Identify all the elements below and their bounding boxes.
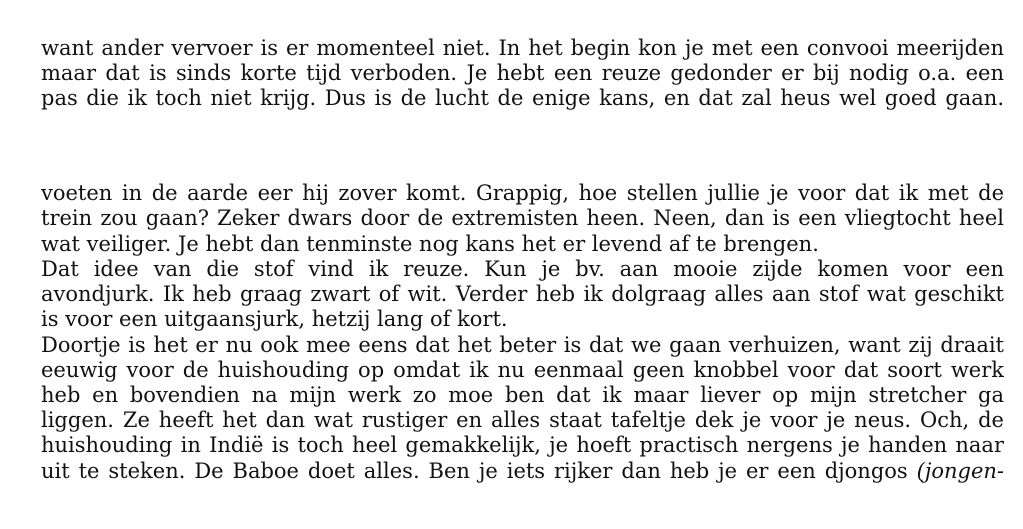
text-line: want ander vervoer is er momenteel niet. In het begin kon je met een convooi meerijden: [41, 36, 1004, 60]
text-line: [41, 458, 1004, 484]
text-line: voeten in de aarde eer hij zover komt. Grappig, hoe stellen jullie je voor dat ik met de: [41, 181, 1004, 205]
text-line: eeuwig voor de huishouding op omdat ik nu eenmaal geen knobbel voor dat soort werk: [41, 358, 1004, 382]
text-line: avondjurk. Ik heb graag zwart of wit. Verder heb ik dolgraag alles aan stof wat geschikt: [41, 282, 1004, 306]
text-line-paragraph-end: is voor een uitgaansjurk, hetzij lang of kort.: [41, 307, 508, 331]
text-line: heb en bovendien na mijn werk zo moe ben dat ik maar liever op mijn stretcher ga: [41, 383, 1004, 407]
text-segment: uit te steken. De Baboe doet alles. Ben je iets rijker dan heb je er een djongos: [41, 459, 917, 483]
text-line: liggen. Ze heeft het dan wat rustiger en alles staat tafeltje dek je voor je neus. Och, de: [41, 408, 1004, 432]
text-line: huishouding in Indië is toch heel gemakkelijk, je hoeft practisch nergens je handen naar: [41, 433, 1004, 457]
text-line: trein zou gaan? Zeker dwars door de extremisten heen. Neen, dan is een vliegtocht heel: [41, 206, 1004, 230]
italic-text-segment: (jongen-: [916, 459, 1004, 483]
text-line: [41, 130, 1004, 156]
text-line: pas die ik toch niet krijg. Dus is de lucht de enige kans, en dat zal heus wel goed gaan.: [41, 86, 1004, 110]
text-line: Dat idee van die stof vind ik reuze. Kun je bv. aan mooie zijde komen voor een: [41, 257, 1004, 281]
text-line: [41, 155, 1004, 181]
text-line: maar dat is sinds korte tijd verboden. Je hebt een reuze gedonder er bij nodig o.a. een: [41, 61, 1004, 85]
text-line: Doortje is het er nu ook mee eens dat het beter is dat we gaan verhuizen, want zij draait: [41, 333, 1004, 357]
text-line-paragraph-end: wat veiliger. Je hebt dan tenminste nog kans het er levend af te brengen.: [41, 232, 819, 256]
text-line: [41, 10, 1004, 36]
